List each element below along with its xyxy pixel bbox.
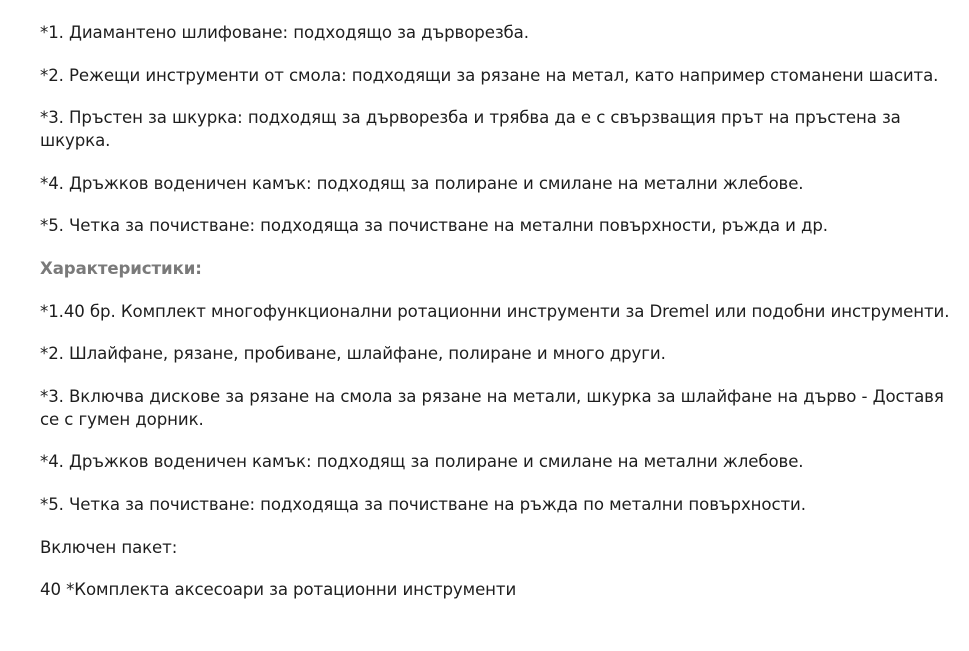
product-description [40,21,955,621]
feature-item: *1.40 бр. Комплект многофункционални ротационни инструменти за Dremel или подобни инструменти. [40,301,950,321]
usage-item: *3. Пръстен за шкурка: подходящ за дърворезба и трябва да е с свързващия прът на пръстена за шкурка. [40,108,901,151]
feature-item: *5. Четка за почистване: подходяща за почистване на ръжда по метални повърхности. [40,494,806,514]
feature-item: *4. Дръжков воденичен камък: подходящ за полиране и смилане на метални жлебове. [40,452,804,472]
usage-item: *1. Диамантено шлифоване: подходящо за дърворезба. [40,23,529,42]
package-contents: 40 *Комплекта аксесоари за ротационни инструменти [40,580,517,600]
feature-item: *2. Шлайфане, рязане, пробиване, шлайфане, полиране и много други. [40,344,666,364]
package-heading: Включен пакет: [40,537,178,557]
usage-item: *4. Дръжков воденичен камък: подходящ за полиране и смилане на метални жлебове. [40,173,804,193]
features-heading: Характеристики: [40,258,202,278]
usage-item: *2. Режещи инструменти от смола: подходящи за рязане на метал, като например стоманени шасита. [40,65,939,85]
usage-item: *5. Четка за почистване: подходяща за почистване на метални повърхности, ръжда и др. [40,216,828,236]
feature-item: *3. Включва дискове за рязане на смола за рязане на метали, шкурка за шлайфане на дърво - Доставя се с гумен дорник. [40,386,944,429]
